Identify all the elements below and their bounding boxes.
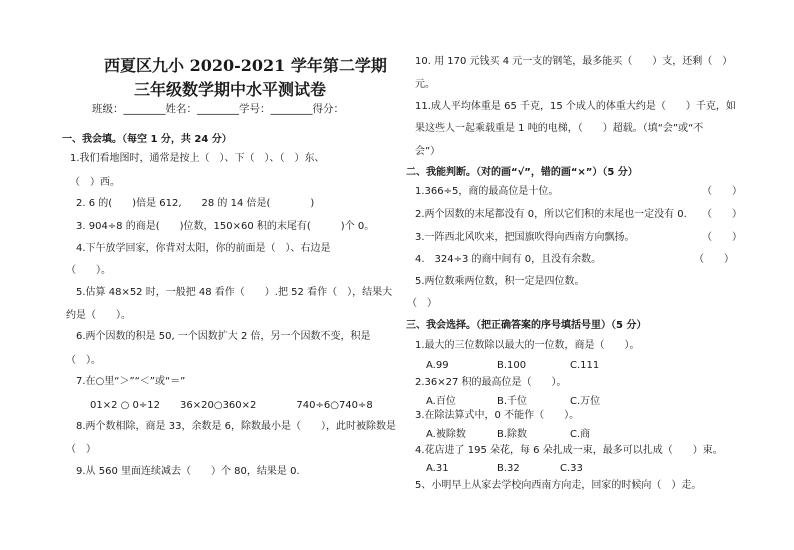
question-line: （ ）。 bbox=[66, 265, 111, 276]
question-line: 7.在○里“＞”“＜”或“＝” bbox=[76, 376, 186, 387]
choice-option: A.百位 bbox=[426, 396, 456, 407]
question-line: 元。 bbox=[415, 79, 435, 90]
choice-question: 3.在除法算式中，0 不能作（ ）。 bbox=[415, 410, 580, 421]
question-line: 会”） bbox=[415, 146, 441, 157]
question-line: （ ） bbox=[66, 444, 96, 455]
section2-heading: 二、我能判断。（对的画“√”，错的画“×”）（5 分） bbox=[406, 167, 638, 178]
choice-option: A.31 bbox=[426, 463, 449, 474]
section3-heading: 三、我会选择。（把正确答案的序号填括号里）（5 分） bbox=[406, 320, 647, 331]
question-line: 9.从 560 里面连续减去（ ）个 80，结果是 0. bbox=[76, 466, 300, 477]
question-line: 2. 6 的( )倍是 612, 28 的 14 倍是( ) bbox=[76, 198, 315, 209]
answer-paren: （ ） bbox=[702, 209, 742, 220]
exam-title-line1: 西夏区九小 2020-2021 学年第二学期 bbox=[104, 56, 387, 75]
answer-paren: （ ） bbox=[702, 186, 742, 197]
choice-question: 4.花店进了 195 朵花，每 6 朵扎成一束，最多可以扎成（ ）束。 bbox=[415, 445, 723, 456]
choice-option: B.100 bbox=[497, 360, 527, 371]
question-line: 4.下午放学回家，你背对太阳，你的前面是（ ）、右边是 bbox=[76, 243, 331, 254]
choice-option: B.千位 bbox=[497, 396, 528, 407]
answer-paren: （ ） bbox=[407, 298, 437, 309]
answer-paren: （ ） bbox=[702, 232, 742, 243]
question-line: 1.我们看地图时，通常是按上（ ）、下（ ）、（ ）东、 bbox=[70, 153, 325, 164]
choice-question: 5、小明早上从家去学校向西南方向走，回家的时候向（ ）走。 bbox=[415, 480, 702, 491]
judge-item: 1.366÷5，商的最高位是十位。 bbox=[415, 186, 559, 197]
judge-item: 3.一阵西北风吹来，把国旗吹得向西南方向飘扬。 bbox=[415, 232, 635, 243]
question-line: 约是（ ）。 bbox=[66, 310, 131, 321]
question-line: 果这些人一起乘载重是 1 吨的电梯，（ ）超载。（填“会”或“不 bbox=[415, 123, 704, 134]
choice-option: C.111 bbox=[570, 360, 600, 371]
answer-paren: （ ） bbox=[694, 254, 734, 265]
choice-option: A.被除数 bbox=[426, 429, 466, 440]
question-line: 8.两个数相除，商是 33，余数是 6，除数最小是（ ），此时被除数是 bbox=[76, 421, 396, 432]
question-line: 5.估算 48×52 时，一般把 48 看作（ ）.把 52 看作（ ），结果大 bbox=[76, 287, 393, 298]
question-line: （ ）西。 bbox=[70, 177, 120, 188]
judge-item: 4. 324÷3 的商中间有 0，且没有余数。 bbox=[415, 254, 602, 265]
choice-option: C.万位 bbox=[570, 396, 601, 407]
judge-item: 5.两位数乘两位数，积一定是四位数。 bbox=[415, 276, 585, 287]
question-line: 10. 用 170 元钱买 4 元一支的钢笔，最多能买（ ）支，还剩（ ） bbox=[415, 56, 733, 67]
question-line: （ ）。 bbox=[66, 355, 101, 366]
choice-option: A.99 bbox=[426, 360, 449, 371]
exam-title-line2: 三年级数学期中水平测试卷 bbox=[134, 80, 327, 99]
choice-option: C.33 bbox=[560, 463, 583, 474]
choice-option: B.32 bbox=[497, 463, 520, 474]
question-line: 11.成人平均体重是 65 千克，15 个成人的体重大约是（ ）千克，如 bbox=[415, 101, 736, 112]
question-line: 3. 904÷8 的商是( )位数，150×60 积的末尾有( )个 0。 bbox=[76, 221, 375, 232]
choice-option: B.除数 bbox=[497, 429, 528, 440]
choice-question: 1.最大的三位数除以最大的一位数，商是（ ）。 bbox=[415, 340, 640, 351]
student-info-line: 班级：________姓名：________学号：________得分： bbox=[92, 103, 344, 115]
comparison-line: 01×2 ○ 0÷12 36×20○360×2 740÷6○740÷8 bbox=[90, 400, 373, 411]
section1-heading: 一、我会填。（每空 1 分，共 24 分） bbox=[62, 134, 232, 145]
choice-question: 2.36×27 积的最高位是（ ）。 bbox=[415, 377, 567, 388]
question-line: 6.两个因数的积是 50, 一个因数扩大 2 倍，另一个因数不变，积是 bbox=[76, 331, 371, 342]
judge-item: 2.两个因数的末尾都没有 0，所以它们积的末尾也一定没有 0. bbox=[415, 209, 687, 220]
choice-option: C.商 bbox=[570, 429, 591, 440]
